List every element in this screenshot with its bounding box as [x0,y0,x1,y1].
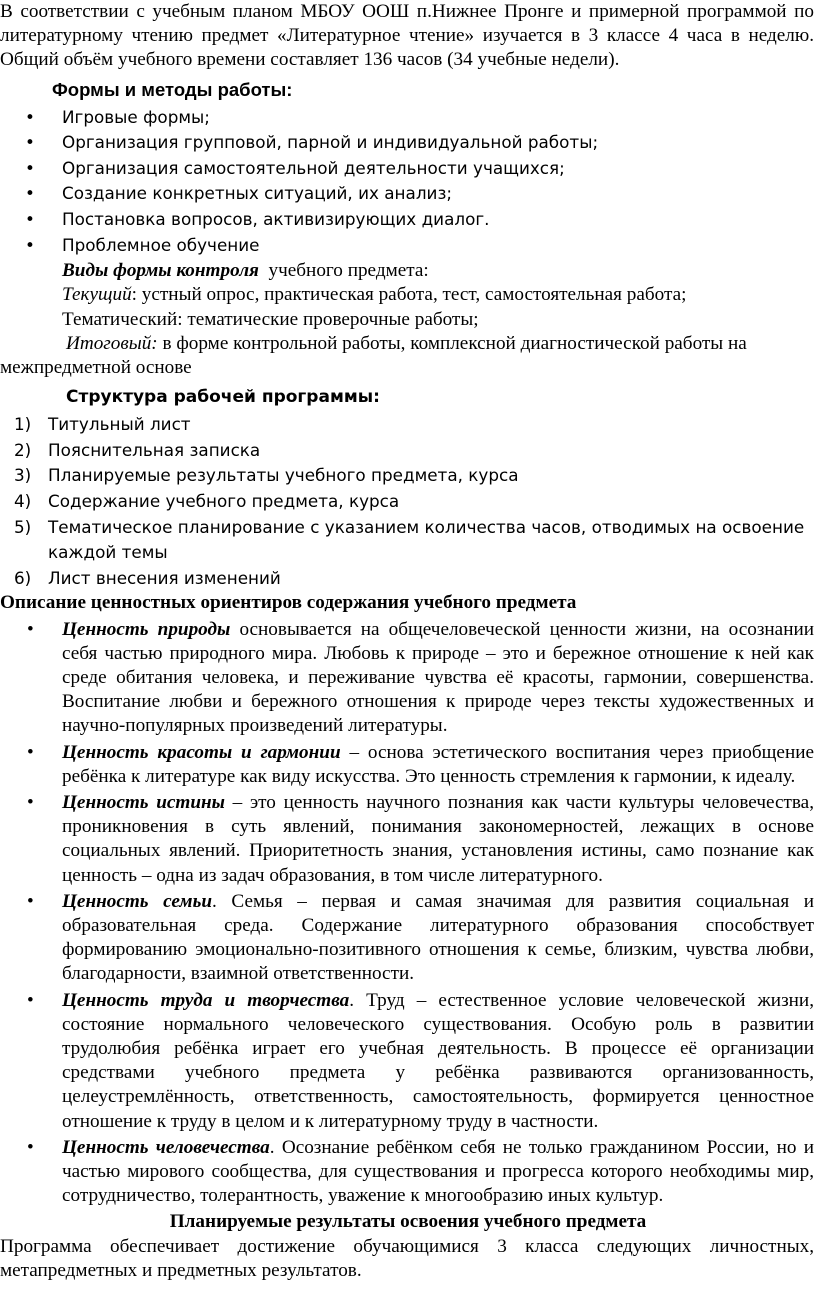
control-section [0,259,816,380]
bullet-icon: • [25,106,35,127]
bullet-icon: • [25,234,35,255]
list-item: • Постановка вопросов, активизирующих диалог. [0,207,816,233]
list-item: • Проблемное обучение [0,233,816,259]
bullet-icon: • [27,989,34,1011]
structure-heading: Структура рабочей программы: [66,387,380,408]
bullet-icon: • [27,1136,34,1158]
list-item: • Игровые формы; [0,105,816,131]
list-item: • Создание конкретных ситуаций, их анализ; [0,181,816,207]
list-item: 5) Тематическое планирование с указанием количества часов, отводимых на освоение каждой темы [14,516,805,563]
intro-paragraph: В соответствии с учебным планом МБОУ ООШ п.Нижнее Пронге и примерной программой по литературному чтению предмет «Литературное чтение» изучается в 3 классе 4 часа в неделю. Общий объём учебного времени составляет 136 часов (34 учебные недели). [0,1,814,71]
forms-list [0,105,816,259]
list-item: 3) Планируемые результаты учебного предмета, курса [14,465,519,486]
control-current: Текущий: устный опрос, практическая работа, тест, самостоятельная работа; [62,284,687,306]
bullet-icon: • [25,132,35,153]
bullet-icon: • [25,208,35,229]
planned-results-heading: Планируемые результаты освоения учебного предмета [169,1211,647,1233]
list-item: • Ценность труда и творчества. Труд – естественное условие человеческой жизни, состояние нормального человеческого существования. Особую роль в развитии трудолюбия ребёнка играет его учебная деятельность. В процессе её организации средствами учебного предмета у ребёнка развиваются организованность, целеустремлённость, ответственность, самостоятельность, формируется ценностное отношение к труду в целом и к литературному труду в частности. [27,989,814,1132]
forms-heading: Формы и методы работы: [52,78,293,100]
bullet-icon: • [27,890,34,912]
control-thematic: Тематический: тематические проверочные работы; [62,308,479,330]
control-final: Итоговый: в форме контрольной работы, комплексной диагностической работы на межпредметной основе [0,332,747,378]
list-item: • Ценность природы основывается на общечеловеческой ценности жизни, на осознании себя частью природного мира. Любовь к природе – это и бережное отношение к ней как среде обитания человека, и переживание чувства её красоты, гармонии, совершенства. Воспитание любви и бережного отношения к природе через тексты художественных и научно-популярных произведений литературы. [27,618,814,737]
values-list [0,618,816,1209]
list-item: • Ценность истины – это ценность научного познания как части культуры человечества, проникновения в суть явлений, понимания закономерностей, лежащих в основе социальных явлений. Приоритетность знания, установления истины, само познание как ценность – одна из задач образования, в том числе литературного. [27,791,814,886]
control-title: Виды формы контроля учебного предмета: [62,260,429,282]
list-item: 2) Пояснительная записка [14,439,261,460]
bullet-icon: • [27,791,34,813]
list-item: 1) Титульный лист [14,414,191,435]
list-item: 4) Содержание учебного предмета, курса [14,490,400,511]
bullet-icon: • [25,157,35,178]
bullet-icon: • [25,183,35,204]
planned-results-paragraph: Программа обеспечивает достижение обучающимися 3 класса следующих личностных, метапредметных и предметных результатов. [0,1235,814,1281]
list-item: • Организация самостоятельной деятельности учащихся; [0,156,816,182]
bullet-icon: • [27,618,34,640]
list-item: • Ценность человечества. Осознание ребёнком себя не только гражданином России, но и частью мирового сообщества, для существования и прогресса которого необходимы мир, сотрудничество, толерантность, уважение к многообразию иных культур. [27,1136,814,1207]
list-item: • Организация групповой, парной и индивидуальной работы; [0,130,816,156]
list-item: • Ценность красоты и гармонии – основа эстетического воспитания через приобщение ребёнка к литературе как виду искусства. Это ценность стремления к гармонии, к идеалу. [27,741,814,787]
values-heading: Описание ценностных ориентиров содержания учебного предмета [0,592,577,614]
structure-list [0,412,816,591]
list-item: 6) Лист внесения изменений [14,567,281,588]
bullet-icon: • [27,741,34,763]
list-item: • Ценность семьи. Семья – первая и самая значимая для развития социальная и образовательная среда. Содержание литературного образования способствует формированию эмоционально-позитивного отношения к семье, близким, чувства любви, благодарности, взаимной ответственности. [27,890,815,985]
